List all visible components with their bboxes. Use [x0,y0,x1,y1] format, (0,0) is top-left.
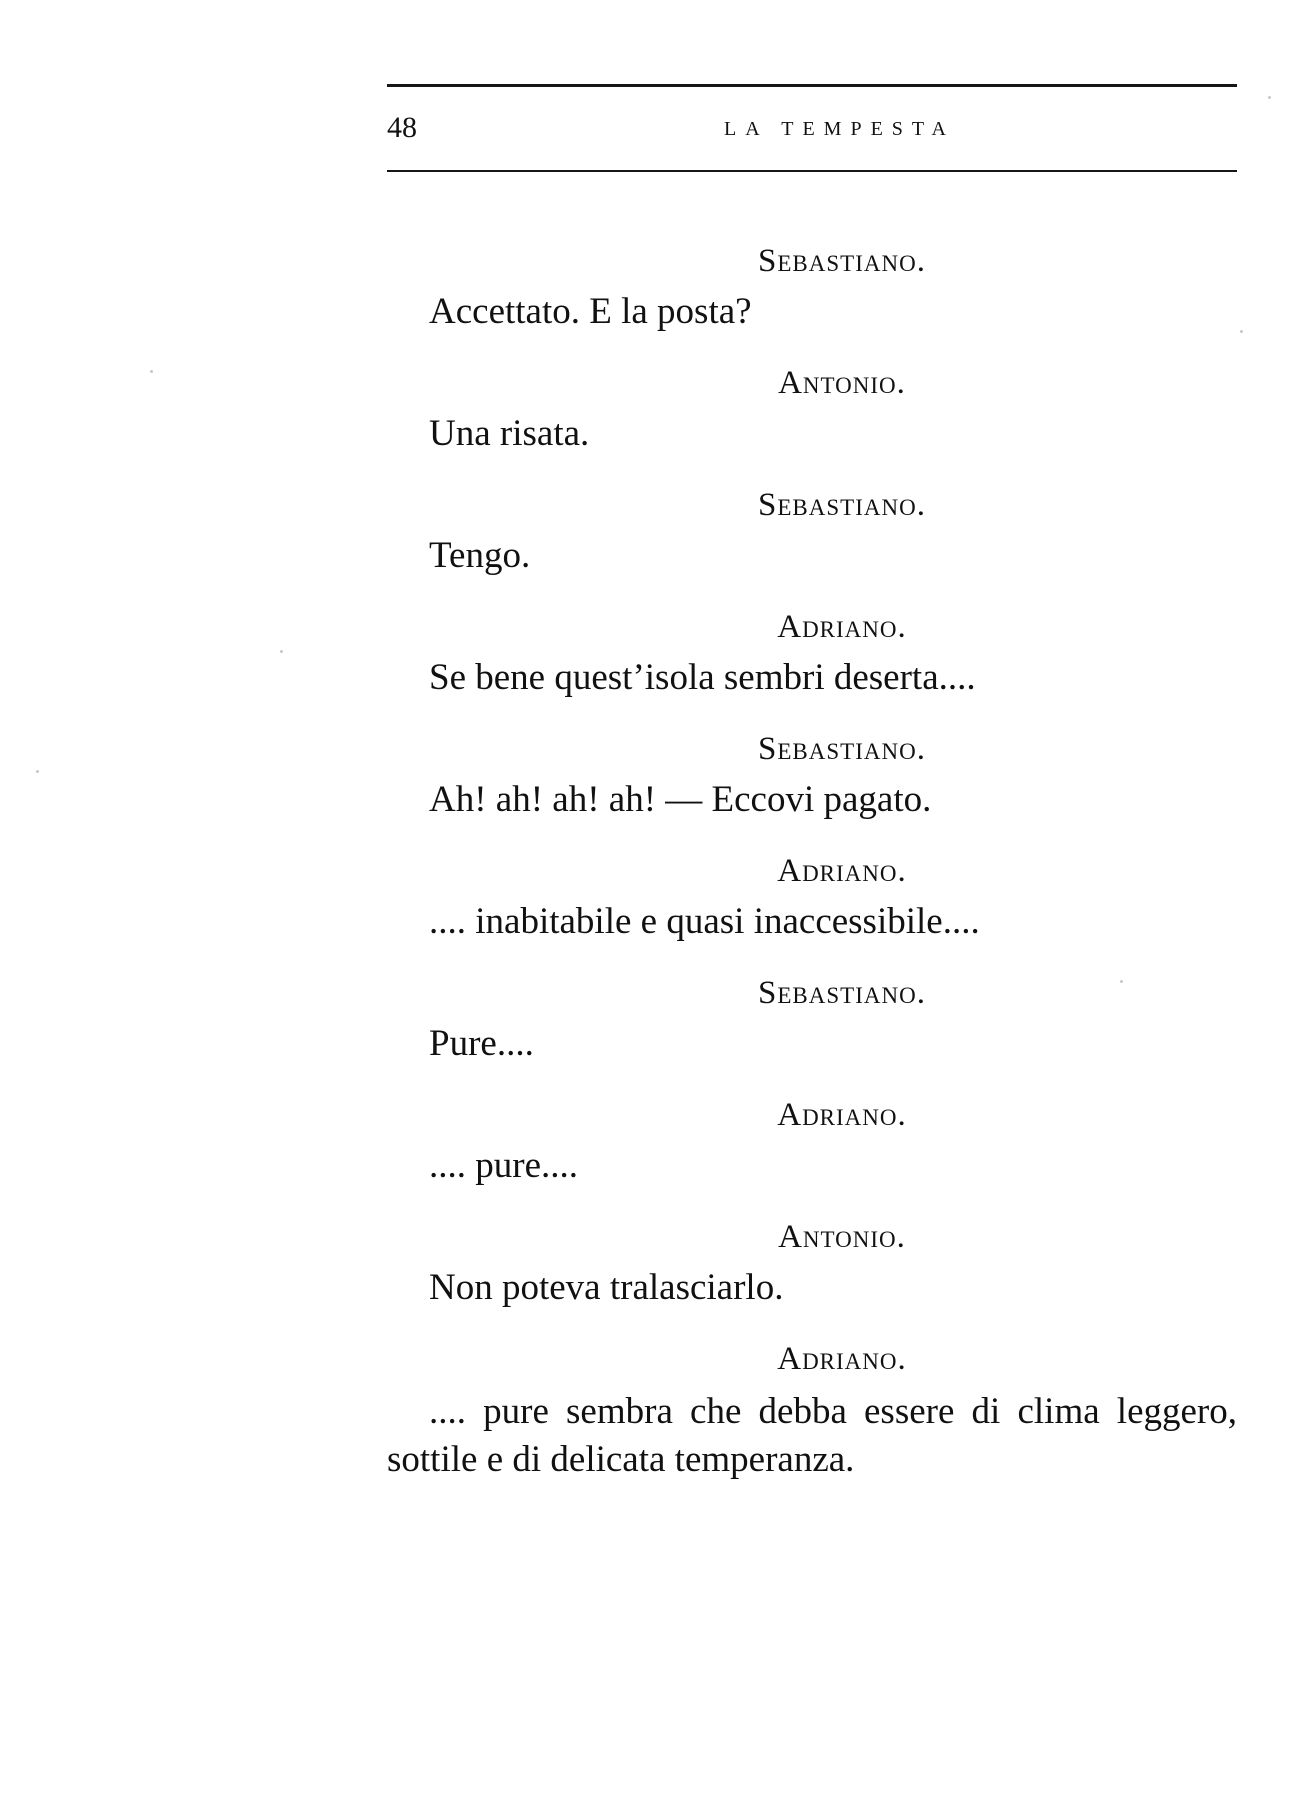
paper-speck [150,370,153,373]
paper-speck [1240,330,1243,333]
speaker-name: Adriano. [777,609,907,645]
header-rule-top [387,84,1237,87]
paper-speck [36,770,39,773]
paper-speck [1268,96,1271,99]
page-number: 48 [387,111,417,144]
speech-line: .... pure.... [429,1145,578,1186]
speech-line: Non poteva tralasciarlo. [429,1267,784,1308]
speaker-name: Adriano. [777,1341,907,1377]
paper-speck [280,650,283,653]
speech-line: Una risata. [429,413,590,454]
speech-line: Tengo. [429,535,531,576]
running-title: LA TEMPESTA [724,118,955,140]
speaker-name: Antonio. [778,365,906,401]
page-header [387,108,1237,148]
speech-line: Se bene quest’isola sembri deserta.... [429,657,976,698]
speaker-name: Sebastiano. [758,487,926,523]
speaker-name: Adriano. [777,1097,907,1133]
speech-line: Ah! ah! ah! ah! — Eccovi pagato. [429,779,932,820]
speaker-name: Antonio. [778,1219,906,1255]
speech-line: Accettato. E la posta? [429,291,752,332]
speaker-name: Sebastiano. [758,731,926,767]
speech-line: Pure.... [429,1023,534,1064]
speaker-name: Sebastiano. [758,243,926,279]
speaker-name: Sebastiano. [758,975,926,1011]
paper-speck [1120,980,1123,983]
header-rule-bottom [387,170,1237,172]
speech-paragraph: .... pure sembra che debba essere di clima leggero, sottile e di delicata temperanza. [387,1391,1237,1480]
speaker-name: Adriano. [777,853,907,889]
dialogue [387,240,1237,1508]
speech-line: .... inabitabile e quasi inaccessibile.... [429,901,980,942]
